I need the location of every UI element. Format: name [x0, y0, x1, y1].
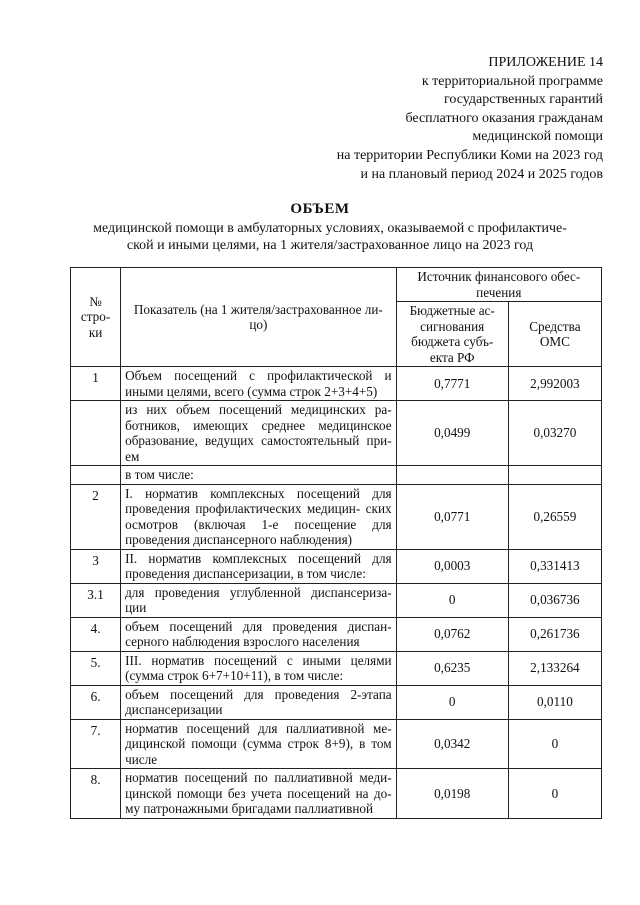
- row-oms-value: 0,03270: [508, 401, 601, 466]
- table-header-row: [71, 268, 602, 302]
- row-indicator: II. норматив комплексных посещений для проведения диспансеризации, в том числе:: [121, 549, 397, 583]
- row-budget-value: 0,6235: [396, 651, 508, 685]
- table-row: [71, 401, 602, 466]
- appendix-line: к территориальной программе: [421, 73, 603, 89]
- row-budget-value: 0: [396, 685, 508, 719]
- row-number: 5.: [71, 651, 121, 685]
- row-indicator: III. норматив посещений с иными целями (сумма строк 6+7+10+11), в том числе:: [121, 651, 397, 685]
- appendix-line: на территории Республики Коми на 2023 год: [336, 147, 603, 163]
- row-indicator: норматив посещений для паллиативной ме- дицинской помощи (сумма строк 8+9), в том числе: [121, 719, 397, 769]
- row-number: 6.: [71, 685, 121, 719]
- row-oms-value: 2,133264: [508, 651, 601, 685]
- header-indicator: Показатель (на 1 жителя/застрахованное ли- цо): [121, 268, 397, 367]
- row-number: 8.: [71, 769, 121, 819]
- table-row: [71, 367, 602, 401]
- appendix-header: [337, 54, 603, 184]
- volume-table: [70, 267, 602, 819]
- row-indicator: в том числе:: [121, 466, 397, 485]
- row-number: [71, 466, 121, 485]
- row-oms-value: 0,26559: [508, 484, 601, 549]
- row-budget-value: 0: [396, 583, 508, 617]
- table-row: [71, 583, 602, 617]
- appendix-line: бесплатного оказания гражданам: [405, 110, 603, 126]
- document-title: ОБЪЕМ: [290, 201, 350, 217]
- row-oms-value: 0,331413: [508, 549, 601, 583]
- row-oms-value: 0,036736: [508, 583, 601, 617]
- appendix-line: и на плановый период 2024 и 2025 годов: [360, 166, 603, 182]
- subtitle-line: медицинской помощи в амбулаторных условиях, оказываемой с профилактиче-: [93, 221, 567, 236]
- row-indicator: для проведения углубленной диспансериза- ции: [121, 583, 397, 617]
- appendix-line: ПРИЛОЖЕНИЕ 14: [488, 55, 603, 70]
- header-oms: Средства ОМС: [508, 302, 601, 367]
- row-budget-value: 0,0499: [396, 401, 508, 466]
- row-number: 3.1: [71, 583, 121, 617]
- row-oms-value: 0,0110: [508, 685, 601, 719]
- table-row: [71, 685, 602, 719]
- row-oms-value: [508, 466, 601, 485]
- row-indicator: Объем посещений с профилактической и иными целями, всего (сумма строк 2+3+4+5): [121, 367, 397, 401]
- appendix-line: государственных гарантий: [444, 92, 603, 108]
- row-number: 4.: [71, 617, 121, 651]
- table-row: [71, 651, 602, 685]
- row-number: 3: [71, 549, 121, 583]
- row-indicator: норматив посещений по паллиативной меди- цинской помощи без учета посещений на до- му патронажными бригадами паллиативной: [121, 769, 397, 819]
- row-budget-value: 0,7771: [396, 367, 508, 401]
- header-funding-source: Источник финансового обес- печения: [396, 268, 601, 302]
- row-number: 2: [71, 484, 121, 549]
- row-budget-value: [396, 466, 508, 485]
- row-budget-value: 0,0342: [396, 719, 508, 769]
- row-budget-value: 0,0762: [396, 617, 508, 651]
- row-indicator: объем посещений для проведения диспан- серного наблюдения взрослого населения: [121, 617, 397, 651]
- appendix-line: медицинской помощи: [472, 129, 603, 145]
- header-budget: Бюджетные ас- сигнования бюджета субъ- екта РФ: [396, 302, 508, 367]
- document-subtitle: [70, 220, 590, 254]
- row-budget-value: 0,0771: [396, 484, 508, 549]
- subtitle-line: ской и иными целями, на 1 жителя/застрахованное лицо на 2023 год: [126, 238, 534, 253]
- table-row: [71, 484, 602, 549]
- row-number: 1: [71, 367, 121, 401]
- row-indicator: I. норматив комплексных посещений для проведения профилактических медицин- ских осмотров (включая 1-е посещение для проведения диспансерного наблюдения): [121, 484, 397, 549]
- row-budget-value: 0,0198: [396, 769, 508, 819]
- row-budget-value: 0,0003: [396, 549, 508, 583]
- row-oms-value: 2,992003: [508, 367, 601, 401]
- row-oms-value: 0,261736: [508, 617, 601, 651]
- table-row: [71, 769, 602, 819]
- table-row: [71, 466, 602, 485]
- row-oms-value: 0: [508, 719, 601, 769]
- row-number: [71, 401, 121, 466]
- header-row-no: № стро- ки: [71, 268, 121, 367]
- table-row: [71, 719, 602, 769]
- row-oms-value: 0: [508, 769, 601, 819]
- row-indicator: из них объем посещений медицинских ра- ботников, имеющих среднее медицинское образование, ведущих самостоятельный при- ем: [121, 401, 397, 466]
- row-number: 7.: [71, 719, 121, 769]
- table-row: [71, 617, 602, 651]
- table-row: [71, 549, 602, 583]
- row-indicator: объем посещений для проведения 2-этапа диспансеризации: [121, 685, 397, 719]
